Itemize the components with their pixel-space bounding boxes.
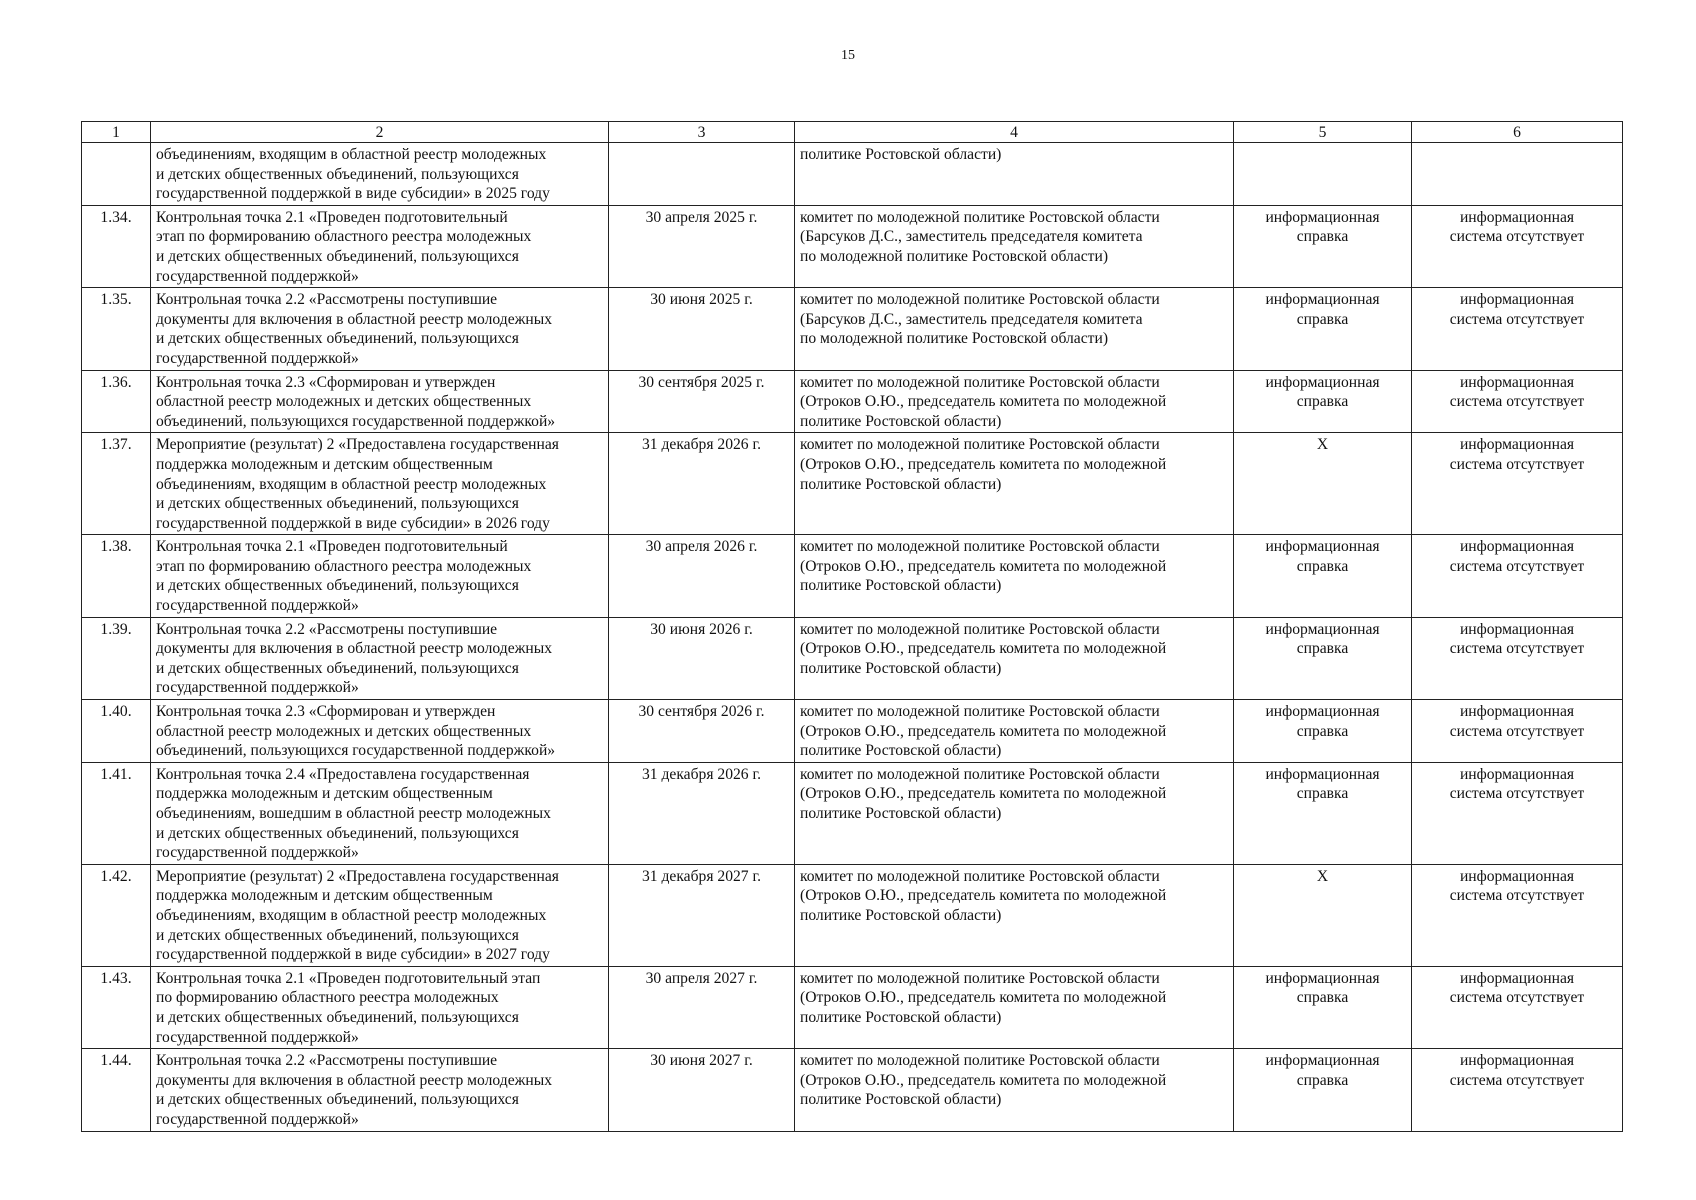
row-document-type: информационная справка [1234,762,1412,864]
header-cell: 6 [1412,122,1623,143]
row-date: 30 июня 2025 г. [609,288,795,370]
table-row [82,205,1623,287]
row-event: Контрольная точка 2.3 «Сформирован и утвержден областной реестр молодежных и детских общественных объединений, пользующихся государственной поддержкой» [151,370,609,433]
row-information-system: информационная система отсутствует [1412,288,1623,370]
row-document-type: информационная справка [1234,966,1412,1048]
row-date: 30 апреля 2026 г. [609,535,795,617]
row-number: 1.36. [82,370,151,433]
row-responsible: комитет по молодежной политике Ростовской области (Отроков О.Ю., председатель комитета по молодежной политике Ростовской области) [795,1049,1234,1131]
row-document-type: информационная справка [1234,288,1412,370]
row-information-system: информационная система отсутствует [1412,864,1623,966]
row-responsible: комитет по молодежной политике Ростовской области (Отроков О.Ю., председатель комитета по молодежной политике Ростовской области) [795,762,1234,864]
header-cell: 4 [795,122,1234,143]
table-row [82,288,1623,370]
row-information-system: информационная система отсутствует [1412,535,1623,617]
row-responsible: комитет по молодежной политике Ростовской области (Отроков О.Ю., председатель комитета по молодежной политике Ростовской области) [795,370,1234,433]
row-responsible: комитет по молодежной политике Ростовской области (Барсуков Д.С., заместитель председателя комитета по молодежной политике Ростовской области) [795,288,1234,370]
row-date: 30 сентября 2026 г. [609,700,795,763]
row-event: Контрольная точка 2.3 «Сформирован и утвержден областной реестр молодежных и детских общественных объединений, пользующихся государственной поддержкой» [151,700,609,763]
row-number: 1.42. [82,864,151,966]
row-responsible: комитет по молодежной политике Ростовской области (Отроков О.Ю., председатель комитета по молодежной политике Ростовской области) [795,617,1234,699]
row-number: 1.43. [82,966,151,1048]
row-document-type: информационная справка [1234,700,1412,763]
row-event: объединениям, входящим в областной реестр молодежных и детских общественных объединений, пользующихся государственной поддержкой в виде субсидии» в 2025 году [151,143,609,206]
row-responsible: политике Ростовской области) [795,143,1234,206]
row-date: 30 июня 2027 г. [609,1049,795,1131]
row-information-system: информационная система отсутствует [1412,205,1623,287]
row-information-system [1412,143,1623,206]
row-information-system: информационная система отсутствует [1412,700,1623,763]
row-number [82,143,151,206]
row-information-system: информационная система отсутствует [1412,433,1623,535]
row-number: 1.40. [82,700,151,763]
table-row [82,143,1623,206]
table-row [82,433,1623,535]
page-number: 15 [841,48,855,63]
row-responsible: комитет по молодежной политике Ростовской области (Отроков О.Ю., председатель комитета по молодежной политике Ростовской области) [795,864,1234,966]
row-information-system: информационная система отсутствует [1412,966,1623,1048]
row-document-type: X [1234,433,1412,535]
row-event: Мероприятие (результат) 2 «Предоставлена государственная поддержка молодежным и детским общественным объединениям, входящим в областной реестр молодежных и детских общественных объединений, пользующихся государственной поддержкой в виде субсидии» в 2026 году [151,433,609,535]
row-date: 30 сентября 2025 г. [609,370,795,433]
row-date: 31 декабря 2026 г. [609,433,795,535]
header-cell: 3 [609,122,795,143]
header-cell: 2 [151,122,609,143]
row-number: 1.34. [82,205,151,287]
table-body [82,122,1623,1132]
table-row [82,617,1623,699]
table-header-row [82,122,1623,143]
row-document-type: X [1234,864,1412,966]
row-responsible: комитет по молодежной политике Ростовской области (Отроков О.Ю., председатель комитета по молодежной политике Ростовской области) [795,700,1234,763]
row-document-type: информационная справка [1234,1049,1412,1131]
plan-table [81,121,1623,1132]
row-number: 1.39. [82,617,151,699]
header-cell: 1 [82,122,151,143]
row-information-system: информационная система отсутствует [1412,762,1623,864]
table-row [82,966,1623,1048]
row-number: 1.37. [82,433,151,535]
row-event: Контрольная точка 2.4 «Предоставлена государственная поддержка молодежным и детским общественным объединениям, вошедшим в областной реестр молодежных и детских общественных объединений, пользующихся государственной поддержкой» [151,762,609,864]
row-event: Контрольная точка 2.2 «Рассмотрены поступившие документы для включения в областной реестр молодежных и детских общественных объединений, пользующихся государственной поддержкой» [151,617,609,699]
row-number: 1.44. [82,1049,151,1131]
row-document-type: информационная справка [1234,617,1412,699]
table-row [82,762,1623,864]
row-responsible: комитет по молодежной политике Ростовской области (Барсуков Д.С., заместитель председателя комитета по молодежной политике Ростовской области) [795,205,1234,287]
row-responsible: комитет по молодежной политике Ростовской области (Отроков О.Ю., председатель комитета по молодежной политике Ростовской области) [795,535,1234,617]
row-date: 31 декабря 2027 г. [609,864,795,966]
row-date [609,143,795,206]
table-row [82,370,1623,433]
row-event: Контрольная точка 2.1 «Проведен подготовительный этап по формированию областного реестра молодежных и детских общественных объединений, пользующихся государственной поддержкой» [151,966,609,1048]
row-document-type [1234,143,1412,206]
row-document-type: информационная справка [1234,370,1412,433]
row-event: Контрольная точка 2.1 «Проведен подготовительный этап по формированию областного реестра молодежных и детских общественных объединений, пользующихся государственной поддержкой» [151,205,609,287]
row-event: Контрольная точка 2.1 «Проведен подготовительный этап по формированию областного реестра молодежных и детских общественных объединений, пользующихся государственной поддержкой» [151,535,609,617]
row-information-system: информационная система отсутствует [1412,617,1623,699]
row-event: Контрольная точка 2.2 «Рассмотрены поступившие документы для включения в областной реестр молодежных и детских общественных объединений, пользующихся государственной поддержкой» [151,1049,609,1131]
row-number: 1.41. [82,762,151,864]
row-responsible: комитет по молодежной политике Ростовской области (Отроков О.Ю., председатель комитета по молодежной политике Ростовской области) [795,433,1234,535]
table-row [82,1049,1623,1131]
row-date: 30 июня 2026 г. [609,617,795,699]
row-date: 31 декабря 2026 г. [609,762,795,864]
row-document-type: информационная справка [1234,535,1412,617]
row-information-system: информационная система отсутствует [1412,1049,1623,1131]
row-responsible: комитет по молодежной политике Ростовской области (Отроков О.Ю., председатель комитета по молодежной политике Ростовской области) [795,966,1234,1048]
row-number: 1.38. [82,535,151,617]
row-date: 30 апреля 2027 г. [609,966,795,1048]
table-row [82,700,1623,763]
row-event: Контрольная точка 2.2 «Рассмотрены поступившие документы для включения в областной реестр молодежных и детских общественных объединений, пользующихся государственной поддержкой» [151,288,609,370]
table-row [82,864,1623,966]
row-number: 1.35. [82,288,151,370]
row-date: 30 апреля 2025 г. [609,205,795,287]
table-row [82,535,1623,617]
row-document-type: информационная справка [1234,205,1412,287]
row-event: Мероприятие (результат) 2 «Предоставлена государственная поддержка молодежным и детским общественным объединениям, входящим в областной реестр молодежных и детских общественных объединений, пользующихся государственной поддержкой в виде субсидии» в 2027 году [151,864,609,966]
header-cell: 5 [1234,122,1412,143]
row-information-system: информационная система отсутствует [1412,370,1623,433]
